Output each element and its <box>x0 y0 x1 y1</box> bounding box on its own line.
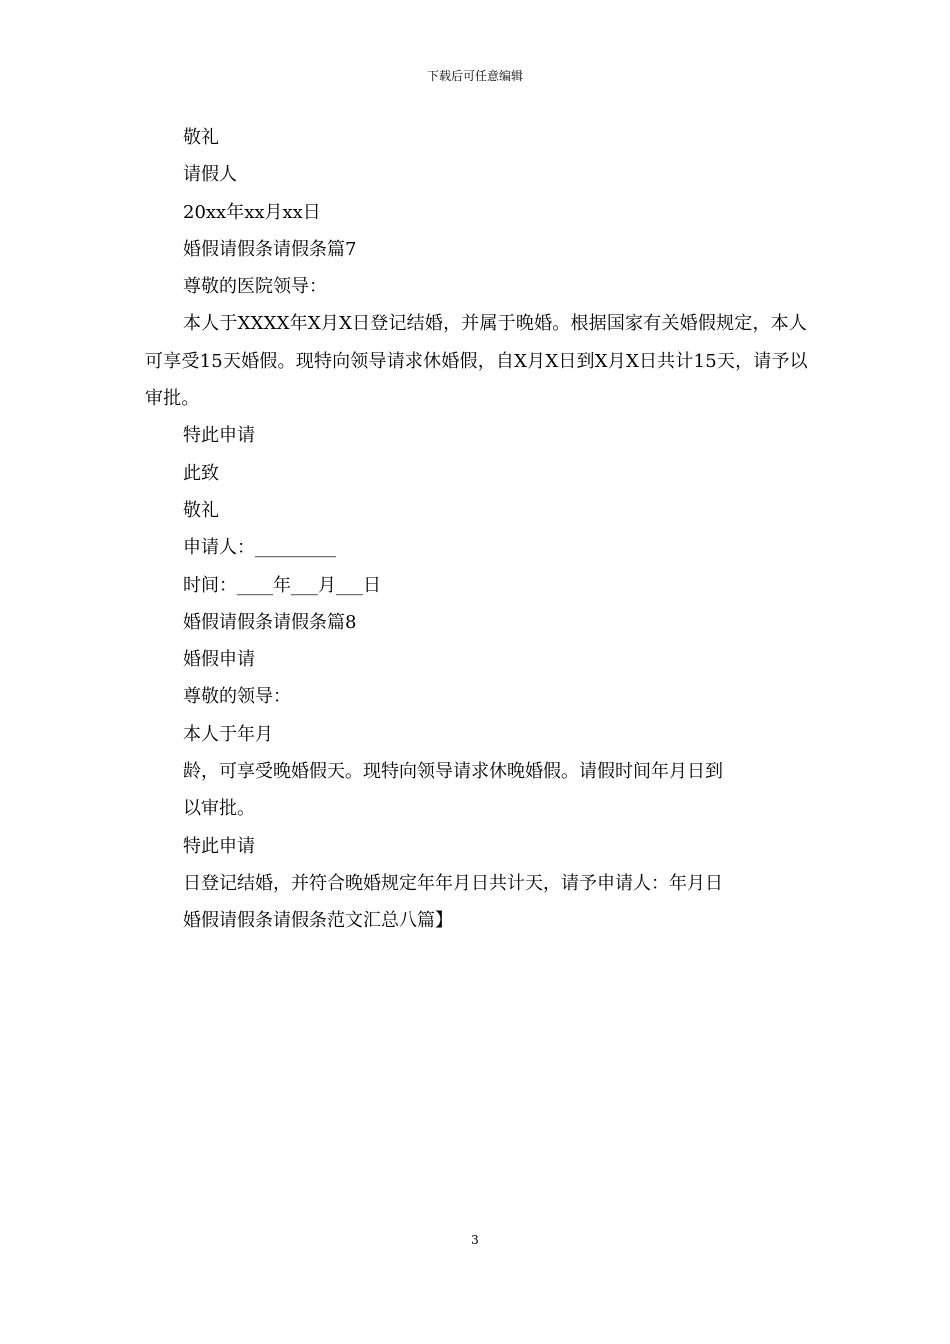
body-line: 本人于年月 <box>183 723 273 745</box>
greeting: 尊敬的医院领导： <box>183 276 327 298</box>
date-line: 20xx年xx月xx日 <box>183 201 321 223</box>
body-line: 日登记结婚，并符合晚婚规定年年月日共计天，请予申请人：年月日 <box>183 872 723 894</box>
closing-to: 此致 <box>183 462 219 484</box>
signer-label: 请假人 <box>183 164 237 186</box>
section-title-8: 婚假请假条请假条篇8 <box>183 611 357 633</box>
application-title: 婚假申请 <box>183 649 255 671</box>
time-line: 时间：____年___月___日 <box>183 574 381 596</box>
request-statement: 特此申请 <box>183 835 255 857</box>
body-line: 龄，可享受晚婚假天。现特向领导请求休晚婚假。请假时间年月日到 <box>183 761 723 783</box>
closing-salute: 敬礼 <box>183 127 219 148</box>
body-paragraph: 本人于XXXX年X月X日登记结婚，并属于晚婚。根据国家有关婚假规定，本人可享受15天婚假。现特向领导请求休婚假，自X月X日到X月X日共计15天，请予以审批。 <box>145 313 808 410</box>
closing-salute: 敬礼 <box>183 499 219 521</box>
request-statement: 特此申请 <box>183 425 255 447</box>
body-line: 以审批。 <box>183 798 255 820</box>
page-number: 3 <box>471 1233 479 1247</box>
page-header: 下载后可任意编辑 <box>426 69 523 83</box>
document-body <box>145 119 810 940</box>
section-title-7: 婚假请假条请假条篇7 <box>183 238 357 260</box>
applicant-line: 申请人：_________ <box>183 537 336 559</box>
greeting: 尊敬的领导： <box>183 686 291 708</box>
summary-title: 婚假请假条请假条范文汇总八篇】 <box>183 910 453 932</box>
